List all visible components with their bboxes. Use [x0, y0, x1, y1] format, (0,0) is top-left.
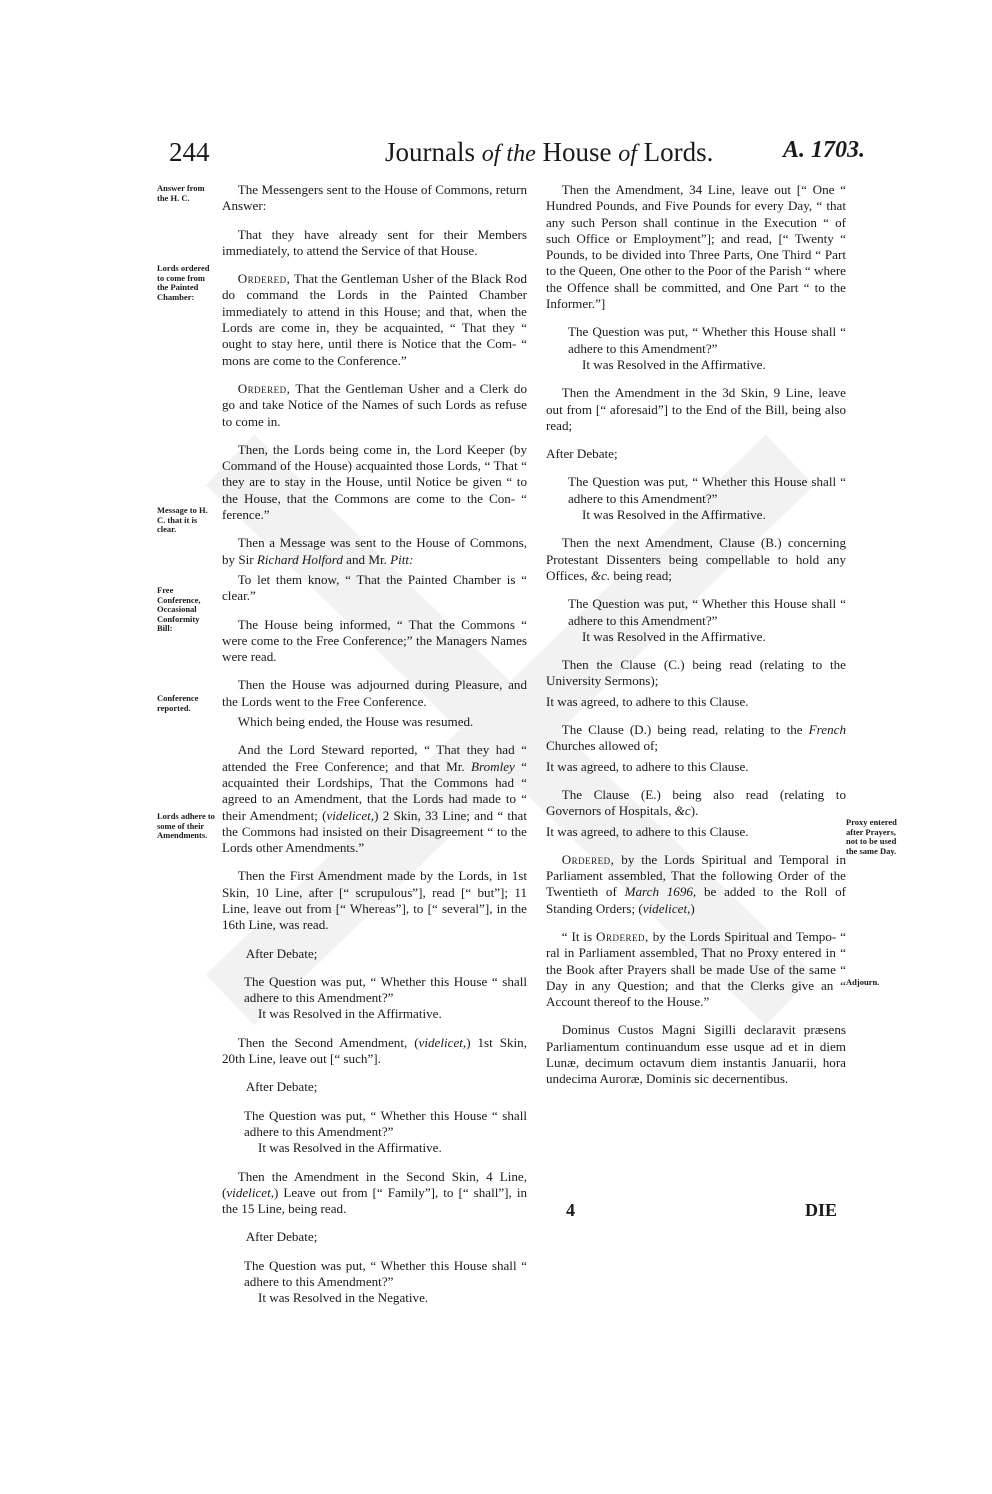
question: The Question was put, “ Whether this House “ shall adhere to this Amendment?” It was Resolved in the Affirmative. [244, 973, 527, 1022]
margin-note-message: Message to H. C. that it is clear. [157, 505, 208, 534]
paragraph: The House being informed, “ That the Commons “ were come to the Free Conference;” the Managers Names were read. [222, 616, 527, 665]
margin-note-adhere: Lords adhere to some of their Amendments. [157, 811, 215, 840]
resolution: It was agreed, to adhere to this Clause. [546, 758, 749, 774]
paragraph: Then the Clause (C.) being read (relating to the University Sermons); [546, 657, 846, 689]
question: The Question was put, “ Whether this House shall “ adhere to this Amendment?” It was Resolved in the Negative. [244, 1257, 527, 1306]
paragraph: Then the Amendment, 34 Line, leave out [“ One “ Hundred Pounds, and Five Pounds for every Day, “ that any such Person shall continue in the Execution “ of such Office or Employment”]; and read, [“ Twenty “ Pounds, to be divided into Three Parts, One Third “ Part to the Queen, One other to the Poor of the Parish “ where the Offence shall be committed, and One Part “ to the Informer.”] [546, 182, 846, 312]
resolution: It was agreed, to adhere to this Clause. [546, 693, 749, 709]
question: The Question was put, “ Whether this House “ shall adhere to this Amendment?” It was Resolved in the Affirmative. [244, 1107, 527, 1156]
paragraph: The Messengers sent to the House of Commons, return Answer: [222, 182, 527, 214]
year-heading: A. 1703. [782, 137, 865, 163]
after-debate: After Debate; [245, 1229, 318, 1245]
margin-note-free-conference: Free Conference, Occasional Conformity Bill: [157, 585, 201, 633]
paragraph: Then a Message was sent to the House of Commons, by Sir Richard Holford and Mr. Pitt: [222, 535, 527, 567]
paragraph: And the Lord Steward reported, “ That they had “ attended the Free Conference; and that Mr. Bromley “ acquainted their Lordships, That the Commons had “ agreed to an Amendment, that the Lords had made to “ their Amendment; (videlicet,) 2 Skin, 33 Line; and “ that the Commons had insisted on their Disagreement “ to the Lords other Amendments.” [222, 742, 528, 856]
margin-note-proxy: Proxy entered after Prayers, not to be used the same Day. [846, 817, 897, 856]
paragraph: Ordered, That the Gentleman Usher and a Clerk do go and take Notice of the Names of such Lords as refuse to come in. [222, 380, 527, 429]
margin-note-answer: Answer from the H. C. [157, 183, 205, 203]
paragraph: Ordered, by the Lords Spiritual and Temporal in Parliament assembled, That the following Order of the Twentieth of March 1696, be added to the Roll of Standing Orders; (videlicet,) [546, 851, 846, 916]
signature-mark: 4 [566, 1200, 575, 1220]
right-column [546, 182, 846, 1100]
paragraph: Then the Amendment in the Second Skin, 4 Line, (videlicet,) Leave out from [“ Family”], to [“ shall”], in the 15 Line, being read. [222, 1168, 527, 1217]
paragraph: Then the First Amendment made by the Lords, in 1st Skin, 10 Line, after [“ scrupulous”], read [“ but”]; 11 Line, leave out from [“ Whereas”], to [“ several”], in the 16th Line, was read. [222, 868, 527, 933]
margin-note-adjourn: Adjourn. [846, 977, 880, 987]
running-title: Journals of the House of Lords. [385, 137, 714, 167]
paragraph: Then the Amendment in the 3d Skin, 9 Line, leave out from [“ aforesaid”] to the End of the Bill, being also read; [546, 385, 846, 433]
question: The Question was put, “ Whether this House shall “ adhere to this Amendment?” It was Resolved in the Affirmative. [568, 596, 846, 644]
question: The Question was put, “ Whether this House shall “ adhere to this Amendment?” It was Resolved in the Affirmative. [568, 324, 846, 372]
after-debate: After Debate; [245, 945, 318, 961]
page-number: 244 [169, 137, 210, 167]
margin-note-lords-ordered: Lords ordered to come from the Painted Chamber: [157, 263, 210, 302]
question: The Question was put, “ Whether this House shall “ adhere to this Amendment?” It was Resolved in the Affirmative. [568, 474, 846, 523]
paragraph: “ It is Ordered, by the Lords Spiritual and Tempo- “ ral in Parliament assembled, That no Proxy entered in “ the Book after Prayers shall be made Use of the same “ Day in any Question; and that the Clerks give an “ Account thereof to the House.” [546, 928, 846, 1010]
after-debate: After Debate; [546, 446, 618, 462]
paragraph: Which being ended, the House was resumed. [237, 714, 474, 730]
paragraph: Then the House was adjourned during Pleasure, and the Lords went to the Free Conference. [222, 677, 527, 709]
paragraph: The Clause (D.) being read, relating to the French Churches allowed of; [546, 722, 846, 754]
paragraph: Dominus Custos Magni Sigilli declaravit præsens Parliamentum continuandum esse usque ad et in diem Lunæ, decimum octavum diem instantis Januarii, hora undecima Auroræ, Dominis sic decernentibus. [546, 1022, 846, 1087]
after-debate: After Debate; [245, 1079, 318, 1095]
margin-note-conference-reported: Conference reported. [157, 693, 199, 713]
paragraph: That they have already sent for their Members immediately, to attend the Service of that House. [222, 226, 527, 258]
paragraph: Then, the Lords being come in, the Lord Keeper (by Command of the House) acquainted those Lords, “ That “ they are to stay in the House, until Notice be given “ to the House, that the Commons are come to the Con- “ ference.” [222, 441, 527, 523]
paragraph: The Clause (E.) being also read (relating to Governors of Hospitals, &c). [546, 786, 846, 819]
paragraph: Ordered, That the Gentleman Usher of the Black Rod do command the Lords in the Painted Chamber immediately to attend in this House; and that, when the Lords are come in, they be acquainted, “ That they “ ought to stay here, until there is Notice that the Com- “ mons are come to the Conference.” [222, 271, 527, 368]
paragraph: Then the next Amendment, Clause (B.) concerning Protestant Dissenters being compellable to hold any Offices, &c. being read; [546, 535, 846, 583]
left-column [222, 182, 527, 1319]
catchword: DIE [805, 1200, 838, 1220]
paragraph: Then the Second Amendment, (videlicet,) 1st Skin, 20th Line, leave out [“ such”]. [222, 1034, 527, 1067]
resolution: It was agreed, to adhere to this Clause. [546, 823, 749, 839]
page-header [165, 137, 865, 177]
paragraph: To let them know, “ That the Painted Chamber is “ clear.” [222, 571, 527, 604]
